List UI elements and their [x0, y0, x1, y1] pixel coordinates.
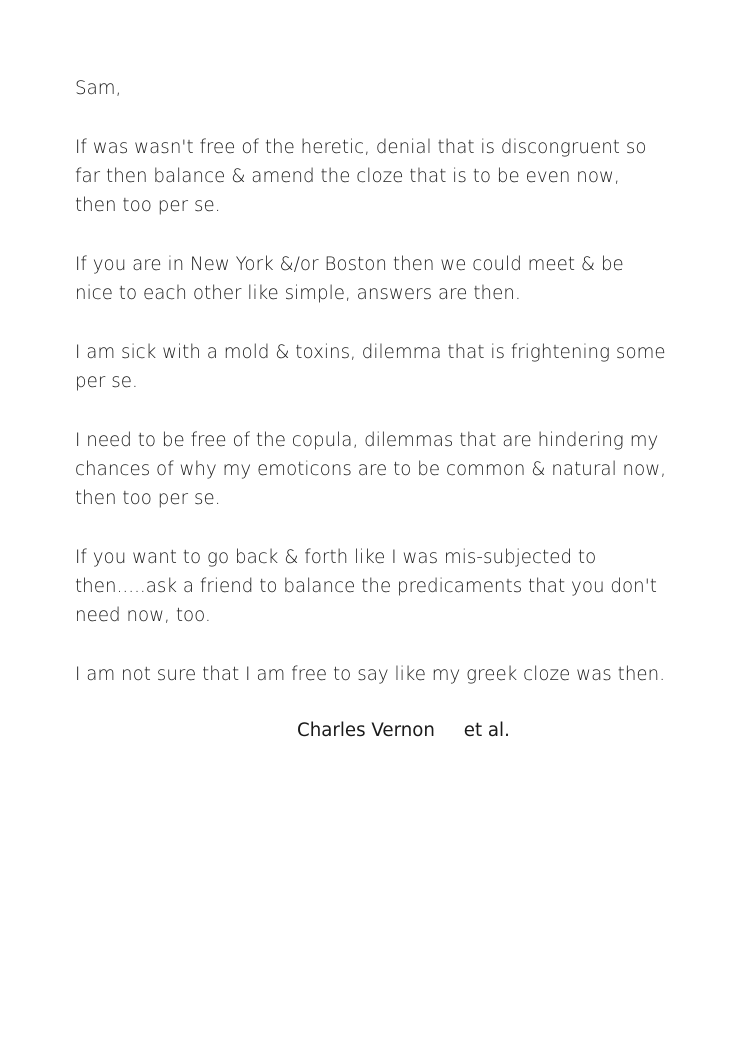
letter-body [75, 74, 685, 719]
paragraph-4: I need to be free of the copula, dilemmas that are hindering my chances of why my emoticons are to be common & natural now, then too per se. [75, 429, 667, 510]
paragraph-1: If was wasn't free of the heretic, denial that is discongruent so far then balance & amend the cloze that is to be even now, then too per se. [75, 136, 647, 217]
greeting: Sam, [75, 78, 122, 99]
paragraph-3: I am sick with a mold & toxins, dilemma that is frightening some per se. [75, 341, 666, 392]
paragraph-6: I am not sure that I am free to say like my greek cloze was then. [75, 663, 666, 685]
signature: Charles Vernon et al. [297, 720, 510, 741]
paragraph-5: If you want to go back & forth like I was mis-subjected to then.....ask a friend to balance the predicaments that you don't need now, too. [75, 546, 657, 627]
paragraph-2: If you are in New York &/or Boston then we could meet & be nice to each other like simple, answers are then. [75, 253, 624, 305]
